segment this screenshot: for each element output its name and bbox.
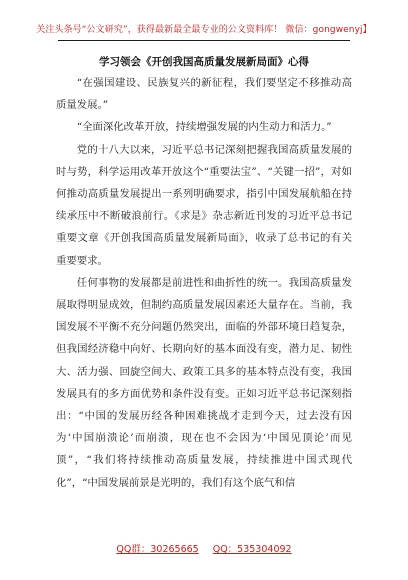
header-banner: 关注头条号“公文研究”，获得最新最全最专业的公文资料库！ 微信：gongwenyj】 bbox=[36, 25, 372, 35]
paragraph: 任何事物的发展都是前进性和曲折性的统一。我国高质量发展取得明显成效，但制约高质量发展因素还大量存在。当前，我国发展不平衡不充分问题仍然突出，面临的外部环境日趋复杂，但我国经济稳中向好、长期向好的基本面没有变，潜力足、韧性大、活力强、回旋空间大、政策工具多的基本特点没有变，我国发展具有的多方面优势和条件没有变。正如习近平总书记深刻指出：“中国的发展历经各种困难挑战才走到今天，过去没有因为‘中国崩溃论’而崩溃，现在也不会因为‘中国见顶论’而见顶”，“我们将持续推动高质量发展，持续推进中国式现代化”，“中国发展前景是光明的，我们有这个底气和信 bbox=[56, 276, 352, 489]
document-title: 学习领会《开创我国高质量发展新局面》心得 bbox=[99, 56, 309, 68]
paragraph: “在强国建设、民族复兴的新征程，我们要坚定不移推动高质量发展。” bbox=[56, 77, 352, 112]
paragraph: “全面深化改革开放，持续增强发展的内生动力和活力。” bbox=[76, 121, 332, 134]
footer-contact bbox=[0, 541, 408, 555]
header-divider bbox=[58, 40, 350, 41]
footer-qq-group: QQ群：30265665 bbox=[116, 544, 199, 555]
document-body bbox=[56, 72, 352, 494]
footer-qq: QQ：535304092 bbox=[212, 544, 292, 555]
paragraph: 党的十八大以来，习近平总书记深刻把握我国高质量发展的时与势，科学运用改革开放这个“重要法宝”、“关键一招”，对如何推动高质量发展提出一系列明确要求，指引中国发展航船在持续承压中不断破浪前行。《求是》杂志新近刊发的习近平总书记重要文章《开创我国高质量发展新局面》，收录了总书记的有关重要要求。 bbox=[56, 143, 352, 267]
